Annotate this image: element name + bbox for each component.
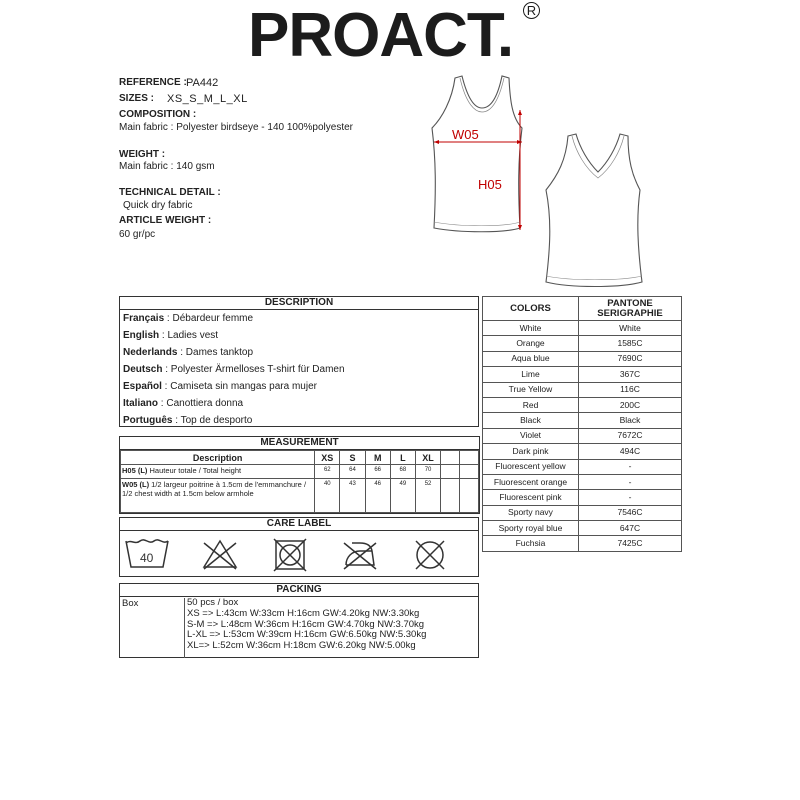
article-weight-label: ARTICLE WEIGHT :: [119, 215, 212, 226]
color-name: White: [483, 321, 579, 336]
pantone-code: 1585C: [579, 336, 682, 351]
color-name: Dark pink: [483, 444, 579, 459]
pantone-code: 647C: [579, 521, 682, 536]
pantone-code: 7672C: [579, 428, 682, 443]
measurement-value: 64: [340, 465, 365, 479]
measurement-table: [119, 436, 480, 514]
measurement-value: 68: [390, 465, 415, 479]
description-row: [120, 345, 478, 362]
size-header: S: [340, 451, 365, 465]
pantone-code: -: [579, 459, 682, 474]
blank-cell: [441, 451, 460, 465]
description-table: [119, 296, 479, 427]
description-lang: Nederlands: [123, 347, 178, 358]
color-name: Lime: [483, 367, 579, 382]
description-lang: Español: [123, 381, 162, 392]
reference-value: PA442: [186, 77, 219, 89]
color-row: [483, 490, 682, 505]
measurement-desc-header: Description: [121, 451, 315, 465]
measurement-value: 66: [365, 465, 390, 479]
size-header: M: [365, 451, 390, 465]
wash-temp: 40: [140, 551, 154, 565]
color-row: [483, 521, 682, 536]
description-text: : Dames tanktop: [177, 347, 254, 358]
color-name: Fluorescent yellow: [483, 459, 579, 474]
pantone-code: White: [579, 321, 682, 336]
packing-line: L-XL => L:53cm W:39cm H:16cm GW:6.50kg NW:5.30kg: [187, 629, 427, 641]
reference-label: REFERENCE :: [119, 77, 187, 88]
colors-header: COLORS: [483, 297, 579, 321]
packing-line: XL=> L:52cm W:36cm H:18cm GW:6.20kg NW:5.00kg: [187, 640, 416, 652]
color-row: [483, 444, 682, 459]
registered-mark: R: [523, 2, 540, 19]
description-row: [120, 396, 478, 413]
care-icons: [120, 531, 478, 575]
measurement-value: 40: [315, 479, 340, 513]
pantone-code: 116C: [579, 382, 682, 397]
pantone-header: PANTONE SERIGRAPHIE: [579, 297, 682, 321]
care-label-section: [119, 517, 479, 577]
blank-cell: [460, 479, 479, 513]
blank-cell: [460, 465, 479, 479]
composition-label: COMPOSITION :: [119, 109, 197, 120]
description-row: [120, 413, 478, 430]
measurement-value: 52: [415, 479, 440, 513]
color-name: Sporty royal blue: [483, 521, 579, 536]
measurement-row: [121, 465, 479, 479]
measurement-value: 70: [415, 465, 440, 479]
article-weight-value: 60 gr/pc: [119, 229, 156, 240]
pantone-code: 7546C: [579, 505, 682, 520]
pantone-code: 7425C: [579, 536, 682, 551]
blank-cell: [441, 479, 460, 513]
description-lang: Français: [123, 313, 165, 324]
description-row: [120, 379, 478, 396]
no-dry-clean-icon: [416, 541, 444, 569]
description-lang: Italiano: [123, 398, 159, 409]
color-name: Orange: [483, 336, 579, 351]
packing-title: PACKING: [120, 584, 478, 597]
weight-value: Main fabric : 140 gsm: [119, 161, 215, 172]
description-lang: Deutsch: [123, 364, 163, 375]
color-row: [483, 505, 682, 520]
pantone-code: -: [579, 474, 682, 489]
pantone-code: 367C: [579, 367, 682, 382]
color-name: Sporty navy: [483, 505, 579, 520]
color-row: [483, 474, 682, 489]
description-text: : Canottiera donna: [158, 398, 244, 409]
color-row: [483, 382, 682, 397]
description-text: : Débardeur femme: [164, 313, 254, 324]
description-text: : Camiseta sin mangas para mujer: [161, 381, 317, 392]
color-row: [483, 536, 682, 551]
size-header: L: [390, 451, 415, 465]
pantone-code: 494C: [579, 444, 682, 459]
measurement-value: 49: [390, 479, 415, 513]
no-tumble-dry-icon: [274, 539, 306, 571]
weight-label: WEIGHT :: [119, 149, 166, 160]
color-row: [483, 367, 682, 382]
color-name: Fuchsia: [483, 536, 579, 551]
color-name: True Yellow: [483, 382, 579, 397]
w05-label: W05: [452, 127, 479, 142]
technical-value: Quick dry fabric: [123, 200, 193, 211]
sizes-value: XS_S_M_L_XL: [167, 93, 248, 105]
technical-label: TECHNICAL DETAIL :: [119, 187, 221, 198]
pantone-code: 200C: [579, 397, 682, 412]
colors-table: [482, 296, 682, 552]
h05-label: H05: [478, 177, 502, 192]
color-row: [483, 413, 682, 428]
description-lang: English: [123, 330, 160, 341]
description-text: : Ladies vest: [159, 330, 219, 341]
packing-line: S-M => L:48cm W:36cm H:16cm GW:4.70kg NW:3.70kg: [187, 618, 425, 630]
measurement-text: Hauteur totale / Total height: [147, 466, 242, 475]
description-text: : Polyester Ärmelloses T-shirt für Damen: [162, 364, 345, 375]
packing-unit: Box: [120, 598, 185, 658]
measurement-title: MEASUREMENT: [120, 437, 479, 450]
color-name: Red: [483, 397, 579, 412]
pantone-code: 7690C: [579, 351, 682, 366]
pantone-code: -: [579, 490, 682, 505]
front-vest-drawing: [432, 76, 522, 232]
sizes-label: SIZES :: [119, 93, 155, 104]
measurement-text: 1/2 largeur poitrine à 1.5cm de l'emmanchure / 1/2 chest width at 1.5cm below armhole: [122, 480, 307, 498]
measurement-header-row: [121, 451, 479, 465]
color-name: Violet: [483, 428, 579, 443]
composition-value: Main fabric : Polyester birdseye - 140 100%polyester: [119, 122, 354, 133]
measurement-value: 46: [365, 479, 390, 513]
packing-details: [186, 598, 426, 652]
packing-section: [119, 583, 479, 658]
measurement-code: W05 (L): [122, 480, 150, 489]
size-header: XL: [415, 451, 440, 465]
measurement-value: 43: [340, 479, 365, 513]
description-text: : Top de desporto: [172, 415, 253, 426]
color-name: Aqua blue: [483, 351, 579, 366]
blank-cell: [460, 451, 479, 465]
description-title: DESCRIPTION: [120, 297, 478, 310]
measurement-row: [121, 479, 479, 513]
no-iron-icon: [344, 543, 376, 569]
care-label-title: CARE LABEL: [120, 518, 478, 531]
color-row: [483, 428, 682, 443]
blank-cell: [441, 465, 460, 479]
wash-40-icon: [126, 540, 168, 567]
color-row: [483, 459, 682, 474]
color-row: [483, 397, 682, 412]
color-name: Fluorescent pink: [483, 490, 579, 505]
measurement-value: 62: [315, 465, 340, 479]
description-row: [120, 362, 478, 379]
packing-line: XS => L:43cm W:33cm H:16cm GW:4.20kg NW:3.30kg: [187, 607, 420, 619]
no-bleach-icon: [204, 541, 236, 569]
description-row: [120, 311, 478, 328]
color-row: [483, 351, 682, 366]
brand-logo: [248, 0, 548, 72]
measurement-code: H05 (L): [122, 466, 148, 475]
color-row: [483, 336, 682, 351]
brand-name: PROACT.: [248, 1, 514, 70]
color-name: Black: [483, 413, 579, 428]
pantone-code: Black: [579, 413, 682, 428]
back-vest-drawing: [546, 134, 642, 287]
description-lang: Português: [123, 415, 173, 426]
packing-line: 50 pcs / box: [187, 597, 239, 608]
size-header: XS: [315, 451, 340, 465]
description-row: [120, 328, 478, 345]
color-row: [483, 321, 682, 336]
garment-technical-drawing: [420, 70, 660, 290]
color-name: Fluorescent orange: [483, 474, 579, 489]
